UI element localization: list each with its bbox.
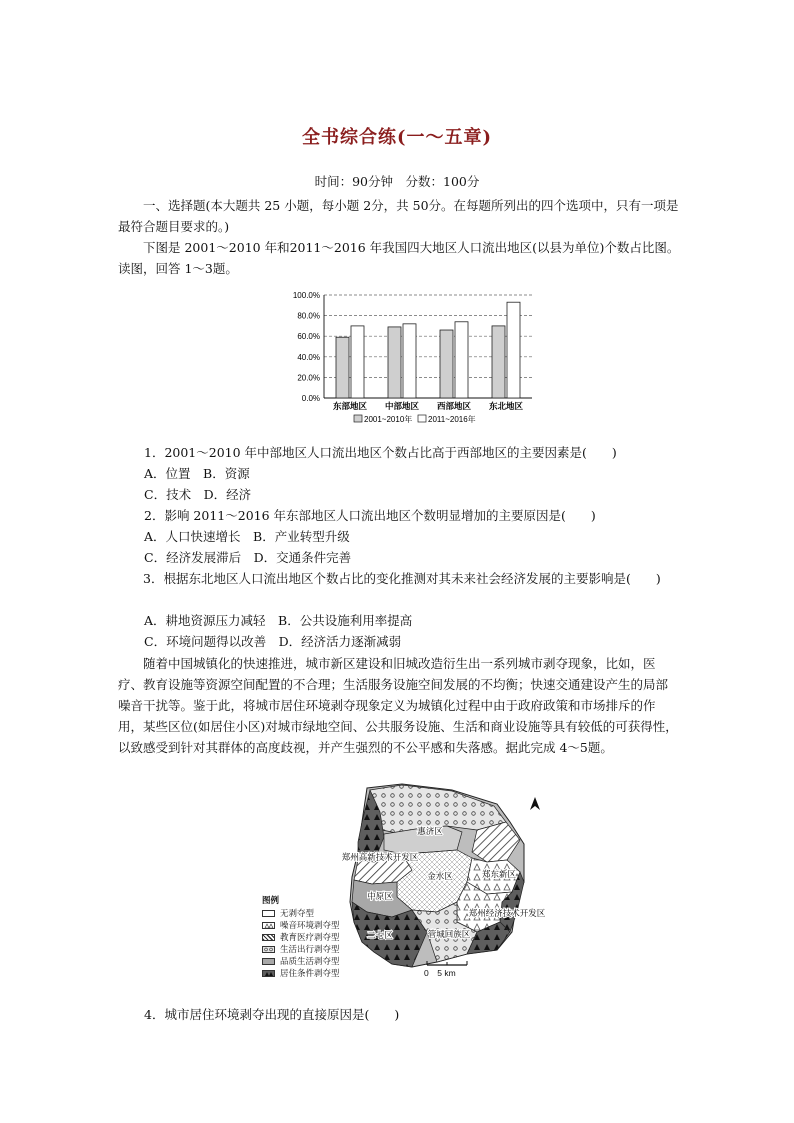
passage-1: 下图是 2001～2010 年和2011～2016 年我国四大地区人口流出地区(以县为单位)个数占比图。读图，回答 1～3题。 xyxy=(118,240,680,276)
legend-item xyxy=(262,955,340,967)
label-jinshui: 金水区 xyxy=(427,871,453,881)
legend-item xyxy=(262,919,340,931)
bar-series2 xyxy=(507,302,520,398)
y-tick-label: 40.0% xyxy=(297,352,320,362)
label-erqi: 二七区 xyxy=(367,930,393,940)
question-2-options-cd: C．经济发展滞后 D．交通条件完善 xyxy=(144,550,352,565)
question-3-options-cd: C．环境问题得以改善 D．经济活力逐渐减弱 xyxy=(144,634,402,649)
question-2-stem: 2．影响 2011～2016 年东部地区人口流出地区个数明显增加的主要原因是( ) xyxy=(144,508,596,523)
legend-item xyxy=(262,943,340,955)
y-tick-label: 80.0% xyxy=(297,311,320,321)
x-tick-label: 西部地区 xyxy=(436,401,472,411)
legend-item xyxy=(262,907,340,919)
bar-series1 xyxy=(388,327,401,398)
bar-series1 xyxy=(336,337,349,398)
legend-label: 2001~2010年 xyxy=(364,415,413,424)
question-3-stem: 3．根据东北地区人口流出地区个数占比的变化推测对其未来社会经济发展的主要影响是( ) xyxy=(143,571,661,586)
label-zhengdong: 郑东新区 xyxy=(481,869,517,879)
bar-series2 xyxy=(351,326,364,398)
y-tick-label: 60.0% xyxy=(297,332,320,342)
bar-chart-svg xyxy=(280,285,540,435)
legend-swatch-living xyxy=(262,970,275,977)
north-arrow-icon xyxy=(530,797,540,810)
legend-swatch-quality xyxy=(262,958,275,965)
passage-2: 随着中国城镇化的快速推进，城市新区建设和旧城改造衍生出一系列城市剥夺现象，比如，医疗、教育设施等资源空间配置的不合理；生活服务设施空间发展的不均衡；快速交通建设产生的局部噪音干扰等。鉴于此，将城市居住环境剥夺现象定义为城镇化过程中由于政府政策和市场排斥的作用，某些区位(如居住小区)对城市绿地空间、公共服务设施、生活和商业设施等具有较低的可获得性，以致感受到针对其群体的高度歧视，并产生强烈的不公平感和失落感。据此完成 4～5题。 xyxy=(118,656,678,755)
question-2-options-ab: A．人口快速增长 B．产业转型升级 xyxy=(144,529,350,544)
y-tick-label: 20.0% xyxy=(297,373,320,383)
page-title: 全书综合练(一～五章) xyxy=(301,127,493,148)
map-legend xyxy=(262,894,340,979)
question-3-options-ab: A．耕地资源压力减轻 B．公共设施利用率提高 xyxy=(144,613,413,628)
legend-label: 无剥夺型 xyxy=(280,908,315,918)
question-1-options-ab: A．位置 B．资源 xyxy=(144,466,250,481)
section-intro: 一、选择题(本大题共 25 小题，每小题 2分，共 50分。在每题所列出的四个选项中，只有一项是最符合题目要求的。) xyxy=(118,198,679,234)
legend-swatch-none xyxy=(262,910,275,917)
legend-swatch xyxy=(418,415,426,422)
x-tick-label: 东北地区 xyxy=(488,401,524,411)
question-1-stem: 1．2001～2010 年中部地区人口流出地区个数占比高于西部地区的主要因素是( ) xyxy=(144,445,617,460)
deprivation-map xyxy=(262,782,562,992)
x-tick-label: 中部地区 xyxy=(384,401,420,411)
legend-item xyxy=(262,931,340,943)
legend-item xyxy=(262,967,340,979)
bar-series2 xyxy=(455,322,468,398)
label-jingkai: 郑州经济技术开发区 xyxy=(468,908,546,918)
legend-swatch xyxy=(354,415,362,422)
legend-title: 图例 xyxy=(262,895,280,905)
legend-label: 居住条件剥夺型 xyxy=(280,968,340,978)
label-huiji: 惠济区 xyxy=(417,826,443,836)
y-tick-label: 0.0% xyxy=(301,394,320,403)
label-guancheng: 管城回族区 xyxy=(427,929,471,939)
x-tick-label: 东部地区 xyxy=(332,401,368,411)
bar-series1 xyxy=(492,326,505,398)
scale-label: 0 5 km xyxy=(424,968,456,978)
legend-label: 生活出行剥夺型 xyxy=(280,944,340,954)
legend-label: 2011~2016年 xyxy=(428,415,476,424)
bar-series1 xyxy=(440,330,453,398)
legend-swatch-edu xyxy=(262,934,275,941)
y-tick-label: 100.0% xyxy=(292,291,320,300)
question-4-stem: 4．城市居住环境剥夺出现的直接原因是( ) xyxy=(144,1007,400,1022)
legend-label: 品质生活剥夺型 xyxy=(280,956,340,966)
legend-swatch-travel xyxy=(262,946,275,953)
exam-meta: 时间：90分钟 分数：100分 xyxy=(314,174,480,189)
legend-swatch-noise xyxy=(262,922,275,929)
question-1-options-cd: C．技术 D．经济 xyxy=(144,487,252,502)
bar-series2 xyxy=(403,324,416,398)
population-outflow-chart xyxy=(280,285,540,435)
label-gaoxin: 郑州高新技术开发区 xyxy=(341,852,419,862)
legend-label: 教育医疗剥夺型 xyxy=(280,932,340,942)
legend-label: 噪音环境剥夺型 xyxy=(280,920,340,930)
label-zhongyuan: 中原区 xyxy=(367,891,393,901)
